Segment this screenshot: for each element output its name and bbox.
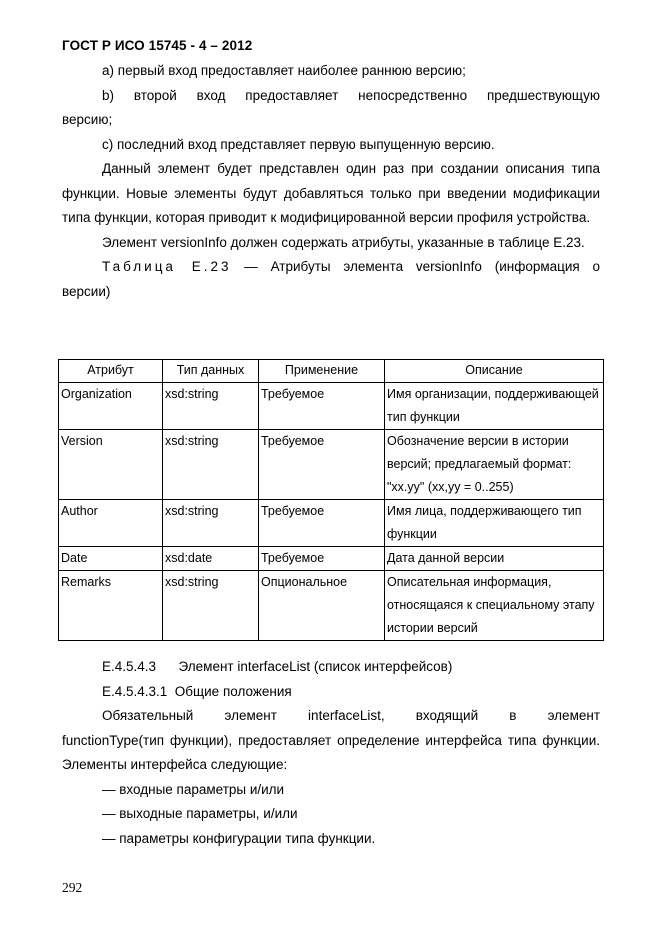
table-cell: xsd:date bbox=[163, 547, 259, 571]
list-item: — выходные параметры, и/или bbox=[102, 806, 298, 821]
table-cell: Требуемое bbox=[259, 547, 385, 571]
table-cell: Обозначение версии в истории версий; предлагаемый формат: "xx.yy" (xx,yy = 0..255) bbox=[385, 430, 604, 500]
table-cell: Требуемое bbox=[259, 430, 385, 500]
table-row bbox=[59, 500, 604, 547]
table-cell: Author bbox=[59, 500, 163, 547]
table-caption-label: Таблица Е.23 bbox=[102, 259, 232, 274]
table-cell: Date bbox=[59, 547, 163, 571]
table-cell: xsd:string bbox=[163, 571, 259, 641]
table-cell: Имя организации, поддерживающей тип функции bbox=[385, 383, 604, 430]
list-item-b-line1: b) второй вход предоставляет непосредственно предшествующую bbox=[102, 87, 600, 103]
section-heading-2: Е.4.5.4.3.1 Общие положения bbox=[102, 683, 292, 699]
table-cell: Дата данной версии bbox=[385, 547, 604, 571]
table-cell: Version bbox=[59, 430, 163, 500]
table-header-cell: Атрибут bbox=[59, 360, 163, 383]
table-cell: Требуемое bbox=[259, 500, 385, 547]
table-header-row bbox=[59, 360, 604, 383]
lower-text bbox=[62, 655, 600, 851]
table-header-cell: Тип данных bbox=[163, 360, 259, 383]
paragraph-2: Элемент versionInfo должен содержать атрибуты, указанные в таблице Е.23. bbox=[102, 234, 585, 250]
table-cell: Remarks bbox=[59, 571, 163, 641]
paragraph-3-rest: functionType(тип функции), предоставляет определение интерфейса типа функции. Элементы интерфейса следующие: bbox=[62, 732, 600, 772]
table-cell: xsd:string bbox=[163, 430, 259, 500]
table-cell: Имя лица, поддерживающего тип функции bbox=[385, 500, 604, 547]
paragraph-1: Данный элемент будет представлен один раз при создании описания типа функции. Новые элементы будут добавляться только при введении модификации типа функции, которая приводит к модифицированной версии профиля устройства. bbox=[62, 161, 600, 225]
table-cell: Требуемое bbox=[259, 383, 385, 430]
table-row bbox=[59, 571, 604, 641]
page-number: 292 bbox=[62, 880, 83, 895]
list-item: — параметры конфигурации типа функции. bbox=[102, 830, 376, 846]
table-cell: Опциональное bbox=[259, 571, 385, 641]
table-row bbox=[59, 383, 604, 430]
table-row bbox=[59, 547, 604, 571]
table-header-cell: Описание bbox=[385, 360, 604, 383]
table-header-cell: Применение bbox=[259, 360, 385, 383]
list-item-c: c) последний вход представляет первую выпущенную версию. bbox=[102, 136, 495, 152]
table-caption-line1 bbox=[62, 255, 600, 280]
table-cell: Organization bbox=[59, 383, 163, 430]
list-item-a: а) первый вход предоставляет наиболее раннюю версию; bbox=[102, 63, 466, 78]
table-cell: xsd:string bbox=[163, 383, 259, 430]
section-heading-1: Е.4.5.4.3 Элемент interfaceList (список интерфейсов) bbox=[102, 659, 453, 674]
table-cell: Описательная информация, относящаяся к специальному этапу истории версий bbox=[385, 571, 604, 641]
table-caption-rest: — Атрибуты элемента versionInfo (информация о bbox=[231, 259, 600, 274]
table-row bbox=[59, 430, 604, 500]
table-caption-line2: версии) bbox=[62, 283, 111, 299]
document-header: ГОСТ Р ИСО 15745 - 4 – 2012 bbox=[62, 38, 253, 53]
list-top bbox=[62, 59, 600, 304]
attributes-table bbox=[58, 359, 604, 641]
paragraph-3-line1: Обязательный элемент interfaceList, входящий в элемент bbox=[102, 708, 600, 723]
list-item: — входные параметры и/или bbox=[102, 781, 285, 797]
list-item-b-line2: версию; bbox=[62, 112, 113, 127]
table-cell: xsd:string bbox=[163, 500, 259, 547]
